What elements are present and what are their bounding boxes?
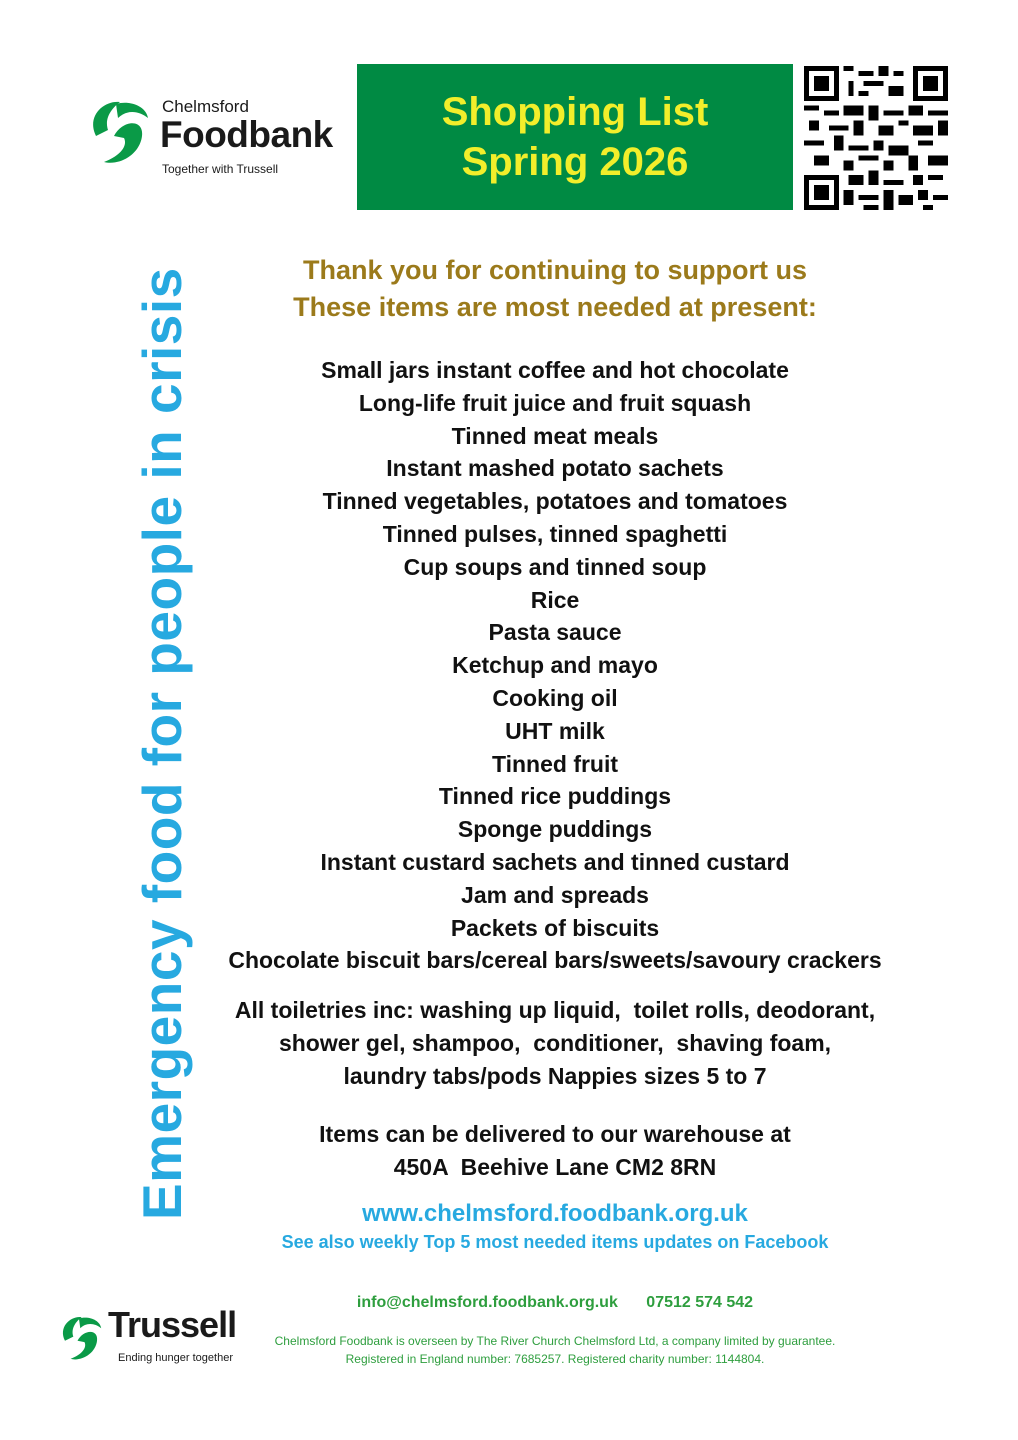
- list-item: Small jars instant coffee and hot chocolate: [321, 357, 789, 383]
- list-item: Tinned vegetables, potatoes and tomatoes: [322, 488, 788, 515]
- legal-notice: [170, 1332, 940, 1368]
- facebook-note: See also weekly Top 5 most needed items updates on Facebook: [281, 1232, 829, 1252]
- list-item: Cup soups and tinned soup: [403, 553, 707, 580]
- trussell-name: Trussell: [108, 1304, 237, 1345]
- toiletries-line2: shower gel, shampoo, conditioner, shaving foam,: [278, 1030, 832, 1056]
- thanks-message: [170, 252, 940, 326]
- list-item: UHT milk: [505, 717, 605, 744]
- list-item: Chocolate biscuit bars/cereal bars/sweets/savoury crackers: [228, 947, 882, 974]
- toiletries-section: [170, 994, 940, 1093]
- legal-line1: Chelmsford Foodbank is overseen by The River Church Chelmsford Ltd, a company limited by guarantee.: [274, 1334, 836, 1348]
- shopping-list: [170, 354, 940, 977]
- website-link[interactable]: www.chelmsford.foodbank.org.uk: [362, 1200, 748, 1227]
- logo-tagline: Together with Trussell: [162, 162, 279, 176]
- thanks-line1: Thank you for continuing to support us: [303, 255, 807, 285]
- list-item: Sponge puddings: [457, 816, 653, 843]
- header-title-line1: Shopping List: [441, 90, 709, 134]
- list-item: Packets of biscuits: [450, 914, 660, 941]
- list-item: Pasta sauce: [488, 619, 622, 646]
- side-slogan: Emergency food for people in crisis: [131, 267, 193, 1220]
- toiletries-line3: laundry tabs/pods Nappies sizes 5 to 7: [343, 1063, 767, 1089]
- legal-line2: Registered in England number: 7685257. Registered charity number: 1144804.: [345, 1352, 765, 1366]
- list-item: Tinned fruit: [491, 750, 619, 777]
- logo-big-text: Foodbank: [160, 114, 333, 155]
- list-item: Tinned pulses, tinned spaghetti: [382, 520, 728, 547]
- list-item: Instant mashed potato sachets: [386, 455, 724, 482]
- list-item: Jam and spreads: [461, 881, 649, 908]
- delivery-line1: Items can be delivered to our warehouse at: [319, 1121, 791, 1147]
- list-item: Tinned rice puddings: [438, 783, 672, 810]
- list-item: Rice: [530, 586, 580, 613]
- toiletries-line1: All toiletries inc: washing up liquid, toilet rolls, deodorant,: [234, 997, 876, 1023]
- trussell-logo-icon: [58, 1306, 104, 1370]
- list-item: Instant custard sachets and tinned custard: [320, 848, 790, 875]
- list-item: Cooking oil: [492, 684, 618, 711]
- list-item: Long-life fruit juice and fruit squash: [358, 389, 752, 416]
- foodbank-logo: [86, 92, 336, 182]
- header-banner: [357, 64, 793, 210]
- contact-row: [170, 1294, 940, 1312]
- trussell-tagline: Ending hunger together: [118, 1352, 233, 1364]
- list-item: Ketchup and mayo: [452, 652, 658, 679]
- foodbank-logo-icon: [86, 96, 152, 168]
- list-item: Tinned meat meals: [451, 422, 659, 449]
- delivery-info: [170, 1118, 940, 1184]
- logo-small-text: Chelmsford: [162, 97, 249, 116]
- qr-code-icon[interactable]: [804, 66, 948, 210]
- trussell-logo: [58, 1302, 238, 1382]
- email-link[interactable]: info@chelmsford.foodbank.org.uk: [356, 1294, 618, 1311]
- header-title-line2: Spring 2026: [461, 140, 689, 184]
- thanks-line2: These items are most needed at present:: [293, 292, 817, 322]
- phone-number[interactable]: 07512 574 542: [646, 1294, 754, 1311]
- delivery-address: 450A Beehive Lane CM2 8RN: [393, 1154, 717, 1180]
